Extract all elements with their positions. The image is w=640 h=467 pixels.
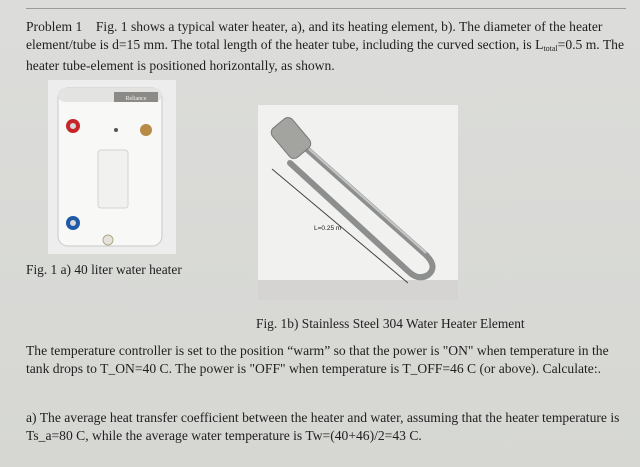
drain-valve-icon <box>103 235 113 245</box>
problem-number: Problem 1 <box>26 19 83 34</box>
question-a: a) The average heat transfer coefficient between the heater and water, assuming that the heater temperature is Ts_a=80 C, while the average water temperature is Tw=(40+46)/2=43 C. <box>26 410 620 443</box>
figure-b-caption: Fig. 1b) Stainless Steel 304 Water Heater Element <box>256 316 525 331</box>
relief-valve-icon <box>140 124 152 136</box>
problem-statement <box>26 18 626 75</box>
header-rule <box>26 8 626 9</box>
length-subscript: total <box>543 43 558 53</box>
figure-a-caption: Fig. 1 a) 40 liter water heater <box>26 262 182 277</box>
controller-text: The temperature controller is set to the position “warm” so that the power is "ON" when temperature in the tank drops to T_ON=40 C. The power is "OFF" when temperature is T_OFF=46 C (or above). Calculate:. <box>26 343 609 376</box>
dimension-label: L=0.25 m <box>314 225 342 232</box>
problem-intro-end: =0.5 m. The heater tube-element is positioned horizontally, as shown. <box>26 36 624 73</box>
problem-intro: Fig. 1 shows a typical water heater, a), and its heating element, b). The diameter of the heater element/tube is d=15 mm. The total length of the heater tube, including the curved section, is L <box>26 19 603 52</box>
brand-label: Reliance <box>125 96 147 102</box>
water-heater-photo <box>48 80 176 254</box>
heating-element-photo <box>258 105 458 300</box>
